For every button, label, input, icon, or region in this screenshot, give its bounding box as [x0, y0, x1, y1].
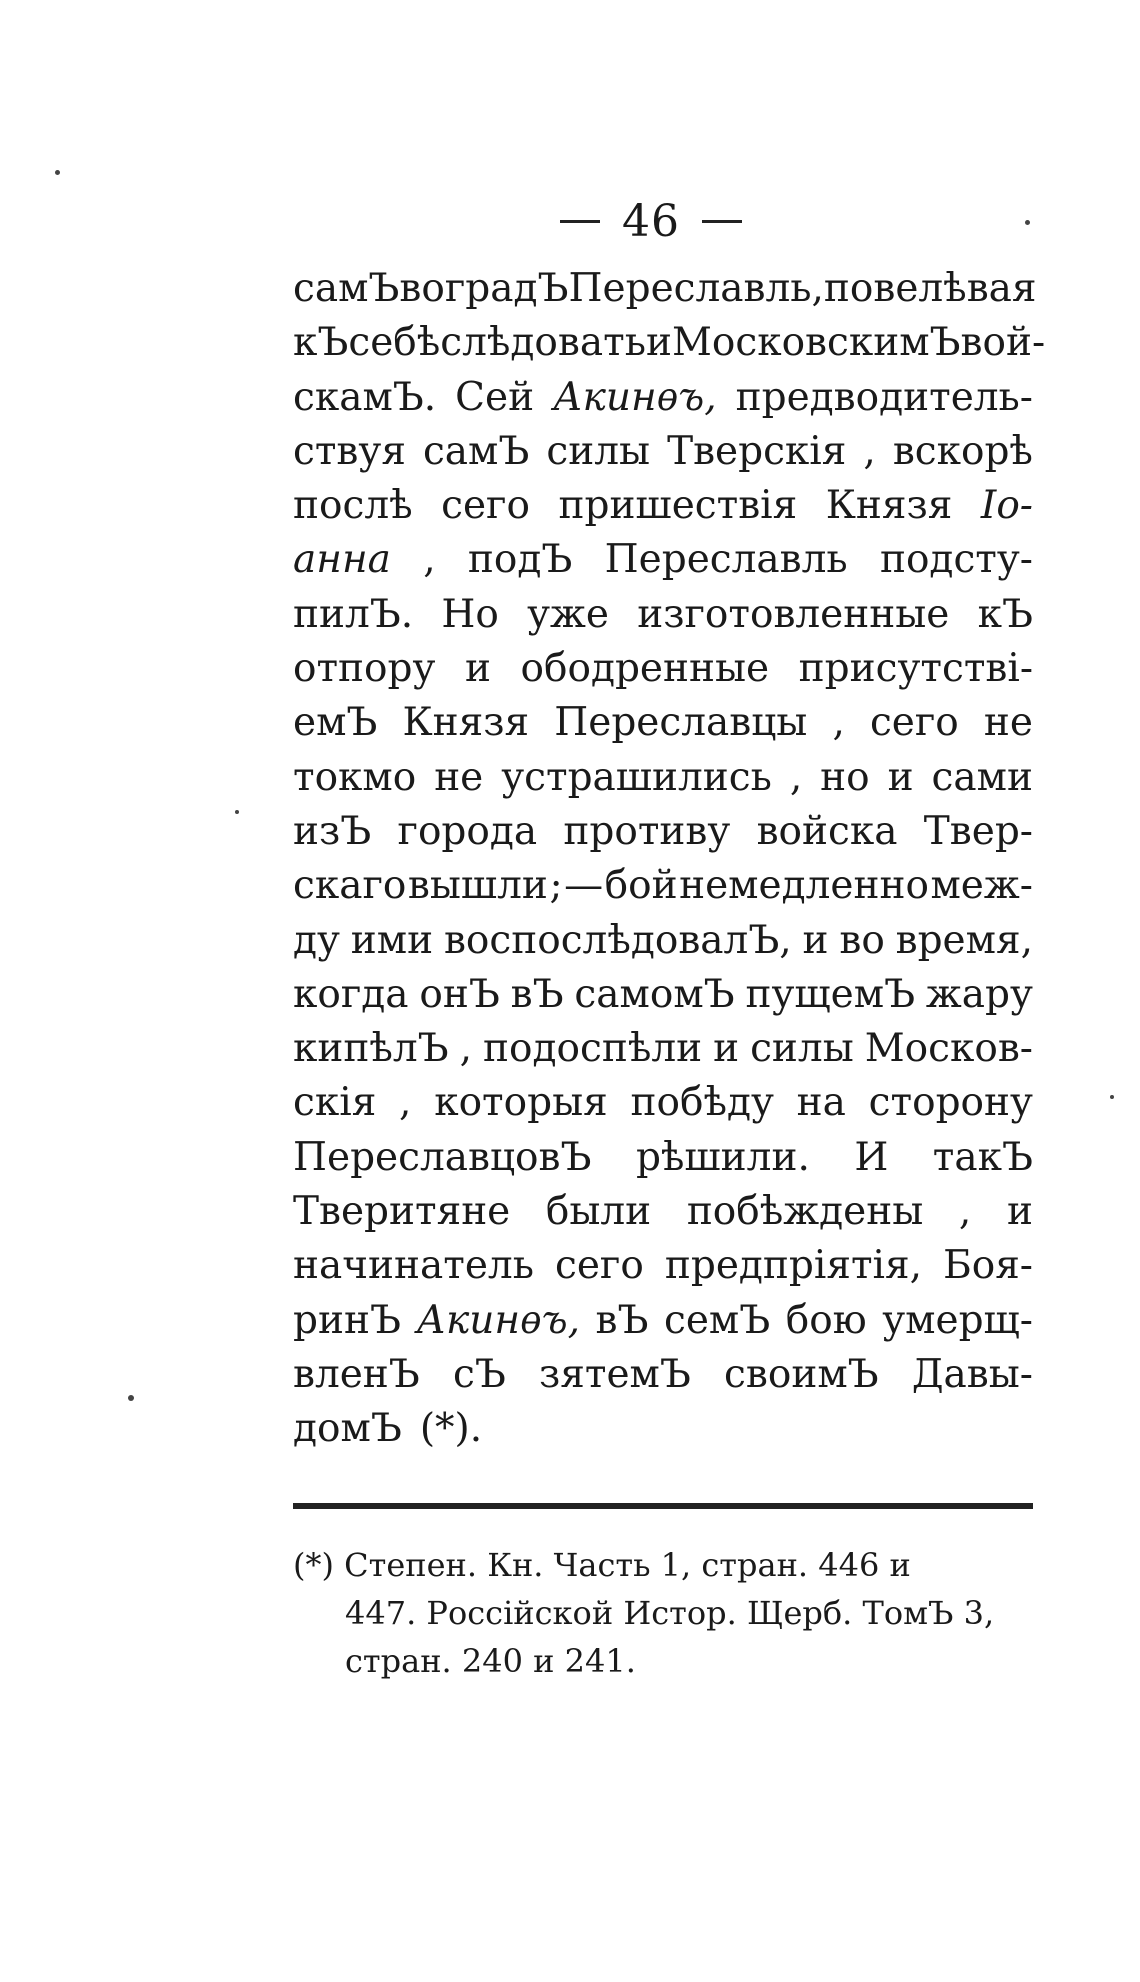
text-word: подсту-: [879, 537, 1033, 583]
text-word: послѣ: [293, 483, 413, 529]
text-word: Боя-: [943, 1243, 1033, 1289]
text-word: Москов-: [864, 1026, 1033, 1072]
text-word: бою: [785, 1297, 867, 1343]
text-word: немедленно: [679, 863, 929, 909]
text-word: самомЪ: [574, 971, 735, 1017]
text-word: себѣ: [348, 320, 441, 366]
text-line: [293, 479, 1033, 533]
text-word: вЪ: [595, 1297, 649, 1343]
text-word: кЪ: [293, 320, 349, 366]
text-word: ободренные: [520, 646, 770, 692]
text-word: Переславль: [604, 537, 848, 583]
text-line: [293, 696, 1033, 750]
text-word: сего: [869, 700, 959, 746]
text-word: вленЪ: [293, 1351, 420, 1397]
text-word: вышли: [407, 863, 548, 909]
text-word: пилЪ.: [293, 591, 414, 637]
text-word: сами: [931, 754, 1033, 800]
text-word: во: [399, 266, 445, 311]
text-line: [293, 859, 1033, 913]
text-word: бой: [604, 863, 678, 909]
text-word: Акинѳъ,: [553, 374, 717, 420]
text-word: ду: [293, 917, 340, 963]
text-word: воспослѣдовалЪ,: [443, 917, 792, 963]
text-word: и: [1006, 1189, 1033, 1235]
text-word: Тверскія: [667, 428, 847, 474]
text-word: домЪ: [293, 1406, 402, 1452]
text-word: токмо: [293, 754, 417, 800]
footnote-line-3: стран. 240 и 241.: [345, 1642, 636, 1680]
text-word: Іо-: [980, 483, 1033, 529]
text-word: Переславцы: [554, 700, 808, 746]
text-word: МосковскимЪ: [671, 320, 961, 366]
text-word: Князя: [402, 700, 530, 746]
text-word: и: [887, 754, 914, 800]
text-word: подоспѣли: [483, 1026, 703, 1072]
text-line: [293, 1239, 1033, 1293]
text-word: и: [713, 1026, 740, 1072]
text-line: [293, 642, 1033, 696]
text-word: побѣду: [630, 1080, 774, 1126]
text-word: самЪ: [293, 266, 400, 311]
page-number: 46: [622, 196, 680, 247]
text-word: которыя: [434, 1080, 608, 1126]
header-dash-left: [560, 220, 600, 223]
text-line: [293, 968, 1033, 1022]
text-word: ,: [958, 1189, 972, 1235]
text-word: ими: [350, 917, 434, 963]
text-word: сЪ: [452, 1351, 506, 1397]
scan-speck: [128, 1395, 134, 1401]
text-line: [293, 262, 1037, 316]
text-word: не: [983, 700, 1033, 746]
text-word: и: [802, 917, 829, 963]
text-word: на: [796, 1080, 846, 1126]
text-word: силы: [750, 1026, 854, 1072]
text-word: сего: [554, 1243, 644, 1289]
text-word: пришествія: [558, 483, 798, 529]
text-word: уже: [527, 591, 609, 637]
scan-speck: [235, 810, 239, 814]
text-line: [293, 1076, 1033, 1130]
text-line: [293, 1402, 1033, 1456]
text-word: побѣждены: [686, 1189, 924, 1235]
text-word: ствуя: [293, 428, 406, 474]
text-word: (*).: [419, 1406, 483, 1452]
text-word: отпору: [293, 646, 436, 692]
text-word: не: [434, 754, 484, 800]
text-word: вскорѣ: [892, 428, 1033, 474]
text-word: скамЪ.: [293, 374, 437, 420]
text-word: подЪ: [467, 537, 573, 583]
text-line: [293, 316, 1046, 370]
scan-speck: [1110, 1095, 1114, 1099]
text-word: Твер-: [923, 808, 1033, 854]
scan-speck: [55, 170, 60, 175]
text-word: пущемЪ: [745, 971, 916, 1017]
text-word: рѣшили.: [635, 1134, 810, 1180]
text-word: когда: [293, 971, 409, 1017]
main-text: [293, 262, 1046, 1457]
footnote-separator-rule: [293, 1503, 1033, 1509]
text-word: были: [545, 1189, 652, 1235]
text-word: кЪ: [977, 591, 1033, 637]
text-word: зятемЪ: [539, 1351, 691, 1397]
text-line: [293, 371, 1033, 425]
text-word: устрашились: [501, 754, 772, 800]
text-word: ,: [789, 754, 803, 800]
text-word: и: [645, 320, 672, 366]
text-word: меж-: [930, 863, 1033, 909]
text-line: [293, 914, 1033, 968]
text-word: скія: [293, 1080, 377, 1126]
text-word: Тверитяне: [293, 1189, 511, 1235]
text-word: вЪ: [510, 971, 564, 1017]
text-line: [293, 588, 1033, 642]
text-line: [293, 805, 1033, 859]
text-word: ,: [832, 700, 845, 746]
header-dash-right: [702, 220, 742, 223]
text-word: вой-: [960, 320, 1046, 366]
text-word: предпріятія,: [664, 1243, 923, 1289]
text-word: анна: [293, 537, 391, 583]
text-line: [293, 1022, 1033, 1076]
footnote-line-1: (*) Степен. Кн. Часть 1, стран. 446 и: [293, 1546, 911, 1584]
text-line: [293, 533, 1033, 587]
text-word: онЪ: [419, 971, 500, 1017]
text-line: [293, 751, 1033, 805]
text-word: присутствi-: [798, 646, 1033, 692]
text-line: [293, 1348, 1033, 1402]
text-line: [293, 1294, 1033, 1348]
scan-speck: [1025, 220, 1030, 225]
text-line: [293, 425, 1033, 479]
text-word: И: [854, 1134, 889, 1180]
text-word: изготовленные: [637, 591, 950, 637]
text-word: города: [397, 808, 538, 854]
footnote-line-2: 447. Россійской Истор. Щерб. ТомЪ 3,: [345, 1594, 995, 1632]
text-line: [293, 1185, 1033, 1239]
text-word: и: [464, 646, 491, 692]
text-word: скаго: [293, 863, 407, 909]
text-line: [293, 1131, 1033, 1185]
text-word: самЪ: [422, 428, 530, 474]
text-word: ,: [399, 1080, 412, 1126]
text-word: Давы-: [911, 1351, 1033, 1397]
text-word: семЪ: [664, 1297, 771, 1343]
text-word: слѣдовать: [440, 320, 646, 366]
text-word: кипѣлЪ: [293, 1026, 449, 1072]
text-word: противу: [563, 808, 731, 854]
text-word: начинатель: [293, 1243, 534, 1289]
text-word: изЪ: [293, 808, 372, 854]
text-word: ,: [863, 428, 876, 474]
text-word: войска: [756, 808, 898, 854]
text-word: жару: [925, 971, 1033, 1017]
text-word: умерщ-: [882, 1297, 1033, 1343]
text-word: но: [820, 754, 870, 800]
text-word: силы: [546, 428, 651, 474]
text-word: Акинѳъ,: [416, 1297, 581, 1343]
text-word: Сей: [455, 374, 535, 420]
text-word: ПереславцовЪ: [293, 1134, 592, 1180]
text-word: ринЪ: [293, 1297, 401, 1343]
text-word: сторону: [868, 1080, 1033, 1126]
text-word: градЪ: [444, 266, 569, 311]
text-word: Князя: [825, 483, 953, 529]
text-word: ;: [549, 863, 563, 909]
text-word: предводитель-: [735, 374, 1033, 420]
text-word: сего: [441, 483, 530, 529]
text-word: своимЪ: [724, 1351, 879, 1397]
text-word: повелѣвая: [823, 266, 1037, 311]
text-word: емЪ: [293, 700, 378, 746]
page-header: [560, 196, 820, 247]
footnote: [293, 1541, 1033, 1685]
text-word: Переславль,: [568, 266, 824, 311]
text-word: —: [564, 863, 604, 909]
text-word: ,: [423, 537, 436, 583]
text-word: во: [839, 917, 885, 963]
text-word: ,: [459, 1026, 473, 1072]
text-word: такЪ: [932, 1134, 1033, 1180]
text-word: Но: [441, 591, 499, 637]
text-word: время,: [895, 917, 1033, 963]
